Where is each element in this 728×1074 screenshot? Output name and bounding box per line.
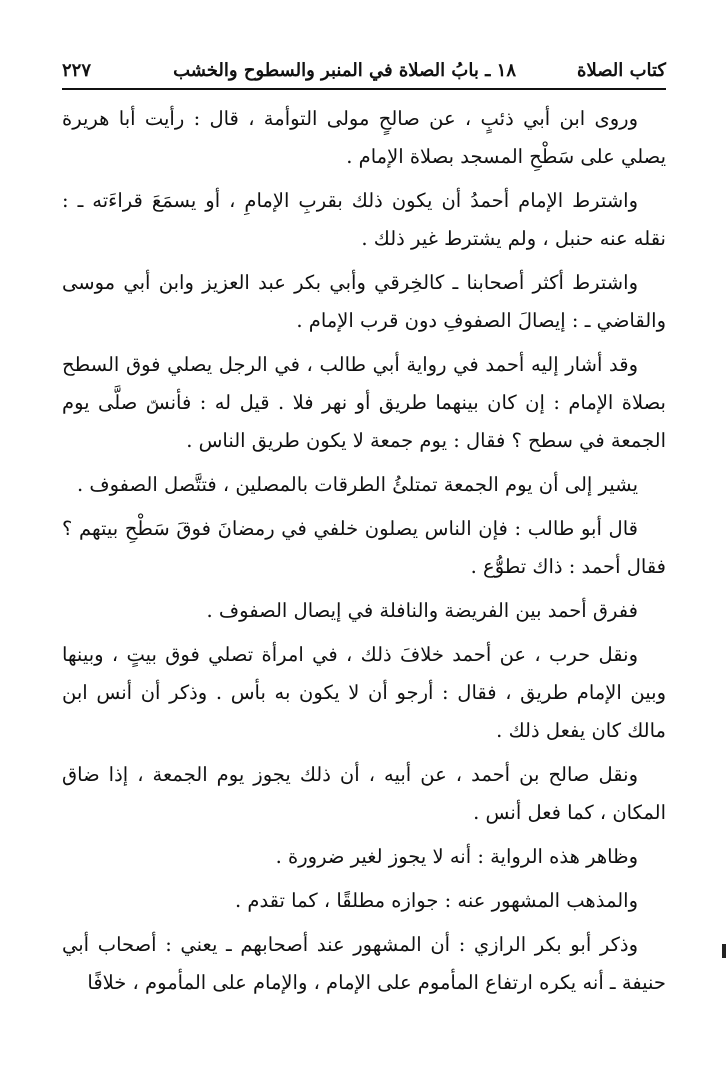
page-body <box>62 100 666 1008</box>
paragraph: والمذهب المشهور عنه : جوازه مطلقًا ، كما تقدم . <box>234 889 638 912</box>
paragraph: وذكر أبو بكر الرازي : أن المشهور عند أصحابهم ـ يعني : أصحاب أبي حنيفة ـ أنه يكره ارتفاع المأموم على الإمام ، والإمام على المأموم ، خلافًا <box>62 933 666 994</box>
paragraph: قال أبو طالب : فإن الناس يصلون خلفي في رمضانَ فوقَ سَطْحِ بيتهم ؟ فقال أحمد : ذاك تطوُّع . <box>62 517 666 578</box>
edge-mark <box>722 944 726 958</box>
page-header <box>62 58 666 90</box>
paragraph: يشير إلى أن يوم الجمعة تمتلئُ الطرقات بالمصلين ، فتتَّصل الصفوف . <box>76 473 638 496</box>
paragraph: وقد أشار إليه أحمد في رواية أبي طالب ، في الرجل يصلي فوق السطح بصلاة الإمام : إن كان بينهما طريق أو نهر فلا . قيل له : فأنس صلَّى يوم الجمعة في سطح ؟ فقال : يوم جمعة لا يكون طريق الناس . <box>62 353 666 452</box>
paragraph: واشترط أكثر أصحابنا ـ كالخِرقي وأبي بكر عبد العزيز وابن أبي موسى والقاضي ـ : إيصالَ الصفوفِ دون قرب الإمام . <box>62 271 666 332</box>
paragraph: ونقل حرب ، عن أحمد خلافَ ذلك ، في امرأة تصلي فوق بيتٍ ، وبينها وبين الإمام طريق ، فقال : أرجو أن لا يكون به بأس . وذكر أن أنس ابن مالك كان يفعل ذلك . <box>62 643 666 742</box>
paragraph: واشترط الإمام أحمدُ أن يكون ذلك بقربِ الإمامِ ، أو يسمَعَ قراءَته ـ : نقله عنه حنبل ، ولم يشترط غير ذلك . <box>62 189 666 250</box>
paragraph: ونقل صالح بن أحمد ، عن أبيه ، أن ذلك يجوز يوم الجمعة ، إذا ضاق المكان ، كما فعل أنس . <box>62 763 666 824</box>
paragraph: وظاهر هذه الرواية : أنه لا يجوز لغير ضرورة . <box>275 845 638 868</box>
page-number: ٢٢٧ <box>62 60 92 81</box>
chapter-title: ١٨ ـ بابُ الصلاة في المنبر والسطوح والخشب <box>173 60 516 81</box>
book-title: كتاب الصلاة <box>577 60 666 81</box>
paragraph: وروى ابن أبي ذئبٍ ، عن صالحٍ مولى التوأمة ، قال : رأيت أبا هريرة يصلي على سَطْحِ المسجد بصلاة الإمام . <box>62 107 666 168</box>
paragraph: ففرق أحمد بين الفريضة والنافلة في إيصال الصفوف . <box>206 599 638 622</box>
